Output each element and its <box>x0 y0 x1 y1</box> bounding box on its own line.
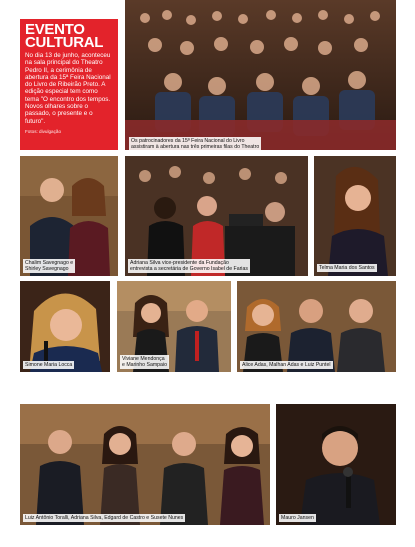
caption-mauro <box>279 514 316 522</box>
interview-scene <box>125 156 308 276</box>
page-title <box>25 23 113 49</box>
caption-audience <box>129 137 261 150</box>
photo-telma <box>314 156 396 276</box>
group-scene <box>20 404 270 525</box>
mauro-scene <box>276 404 396 525</box>
caption-line: Mauro Jansen <box>281 515 314 521</box>
caption-savegnago <box>23 259 75 273</box>
photo-savegnago <box>20 156 118 276</box>
couple-scene <box>20 156 118 276</box>
caption-viviane-marinho <box>120 355 169 369</box>
simone-scene <box>20 281 110 372</box>
caption-line: Os patrocinadores da 15ª Feira Nacional do Livro <box>131 138 245 144</box>
caption-line: Adriana Silva vice-presidente da Fundação <box>130 260 229 266</box>
caption-line: Viviane Mendonça <box>122 356 165 362</box>
photo-viviane-marinho <box>117 281 231 372</box>
caption-line: entrevista a secretária de Governo Isabel de Farias <box>130 266 248 272</box>
photo-credit: Fotos: divulgação <box>25 128 62 134</box>
alice-malhan-luiz-scene <box>237 281 396 372</box>
caption-interview <box>128 259 250 273</box>
intro-box <box>20 19 118 150</box>
intro-text: No dia 13 de junho, aconteceu na sala principal do Theatro Pedro II, a cerimônia de abertura da 15ª Feira Nacional do Livro de Ribeirão Preto. A edição especial tem como tema "O encontro dos tempos. Novos olhares sobre o passado, o presente e o futuro". <box>25 52 111 125</box>
photo-mauro <box>276 404 396 525</box>
caption-line: Simone Maria Locca <box>25 362 73 368</box>
caption-line: Chalim Savegnago e <box>25 260 74 266</box>
caption-alice-malhan-luiz <box>240 361 333 369</box>
title-line-2: CULTURAL <box>25 34 104 51</box>
caption-simone <box>23 361 74 369</box>
caption-group <box>23 514 185 522</box>
caption-line: e Marinho Sampaio <box>122 362 167 368</box>
photo-audience <box>125 0 396 150</box>
audience-scene <box>125 0 396 150</box>
telma-scene <box>314 156 396 276</box>
caption-line: Shirley Savegnago <box>25 266 69 272</box>
photo-interview <box>125 156 308 276</box>
caption-line: Telma Maria dos Santos <box>319 265 375 271</box>
title-line-1: EVENTO <box>25 21 85 38</box>
caption-line: Luiz Antônio Toralli, Adriana Silva, Edgard de Castro e Susete Nunes <box>25 515 184 521</box>
photo-group <box>20 404 270 525</box>
caption-telma <box>317 264 377 272</box>
photo-simone <box>20 281 110 372</box>
caption-line: Alice Adas, Malhan Adas e Luiz Puntel <box>242 362 331 368</box>
photo-alice-malhan-luiz <box>237 281 396 372</box>
caption-line: assistiram à abertura nas três primeiras filas do Theatro <box>131 144 260 150</box>
